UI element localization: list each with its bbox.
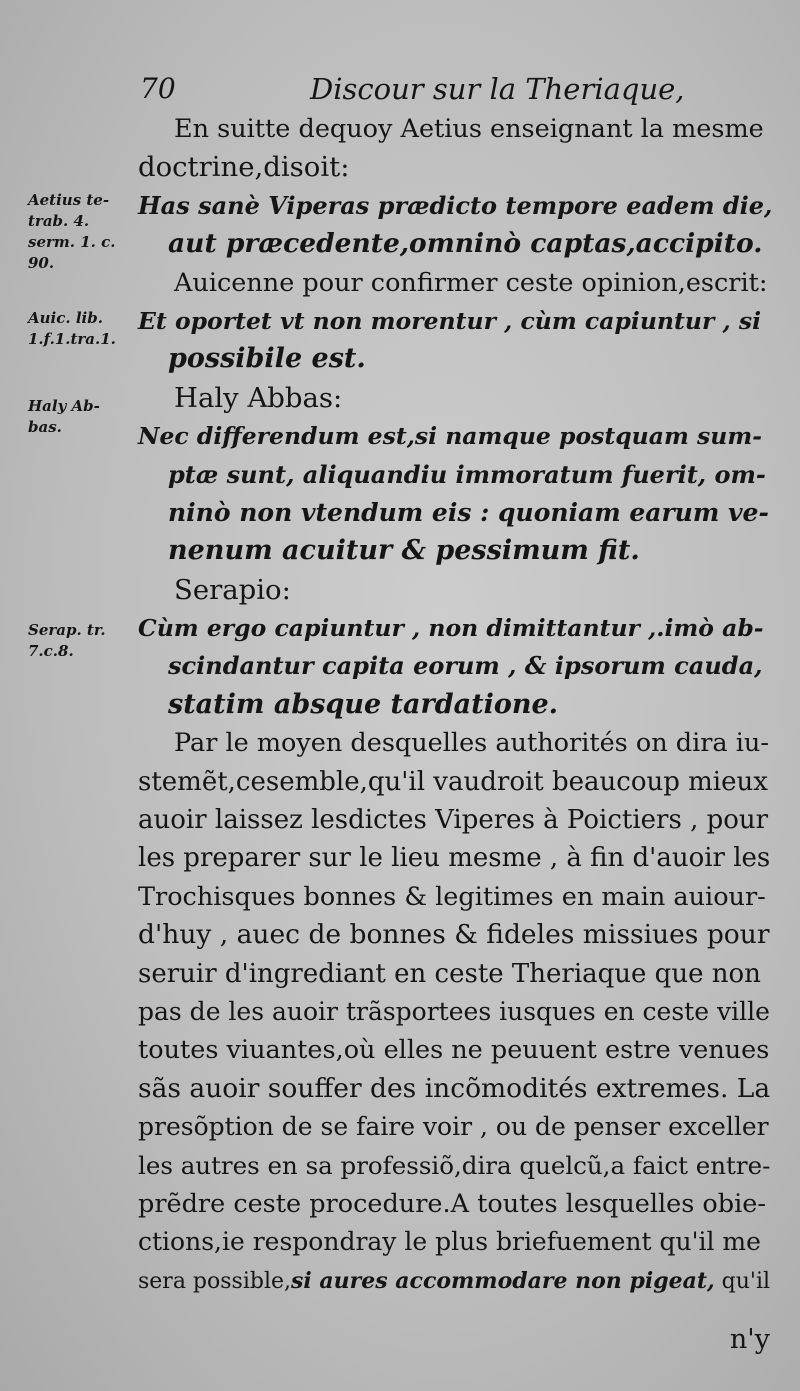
text-line: doctrine,disoit: [138,151,350,184]
text-line: les preparer sur le lieu mesme , à fin d'auoir les [138,843,771,874]
latin-inline-quote: si aures accommodare non pigeat, [291,1267,715,1294]
latin-quote-line: Et oportet vt non morentur , cùm capiuntur , si [138,306,762,335]
margin-note-aetius: Aetius te- trab. 4. serm. 1. c. 90. [28,191,116,272]
text-line: En suitte dequoy Aetius enseignant la mesme [174,114,764,144]
latin-quote-line: ninò non vtendum eis : quoniam earum ve- [168,497,769,527]
text-line: sãs auoir souffer des incõmodités extremes. La [138,1072,771,1104]
body-text [138,110,772,1300]
latin-quote-line: Cùm ergo capiuntur , non dimittantur ,.imò ab- [138,614,764,643]
margin-note-haly-abbas: Haly Ab- bas. [28,397,100,436]
text-line: pas de les auoir trãsportees iusques en ceste ville [138,996,770,1026]
latin-quote-line: nenum acuitur & pessimum fit. [168,535,640,567]
text-line: ctions,ie respondray le plus briefuement qu'il me [138,1227,761,1257]
margin-note-serapio: Serap. tr. 7.c.8. [28,621,106,660]
text-line: stemẽt,cesemble,qu'il vaudroit beaucoup mieux [138,766,768,797]
text-line: d'huy , auec de bonnes & fideles missiues pour [138,919,770,951]
text-line: auoir laissez lesdictes Viperes à Poictiers , pour [138,805,769,836]
latin-quote-line: possibile est. [168,343,366,375]
text-line: presõption de se faire voir , ou de penser exceller [138,1112,769,1142]
text-line-mixed: sera possible,si aures accommodare non pigeat, qu'il [138,1267,771,1294]
text-line: seruir d'ingrediant en ceste Theriaque que non [138,958,761,989]
catchword: n'y [729,1324,770,1355]
text-line: toutes viuantes,où elles ne peuuent estre venues [138,1035,770,1066]
page-header [140,70,780,110]
latin-quote-line: statim absque tardatione. [168,688,559,720]
text-line: Haly Abbas: [174,381,343,414]
latin-quote-line: ptæ sunt, aliquandiu immoratum fuerit, om- [168,459,766,489]
latin-quote-line: Nec differendum est,si namque postquam sum- [138,422,762,451]
latin-quote-line: aut præcedente,omninò captas,accipito. [168,228,763,260]
text-line: Auicenne pour confirmer ceste opinion,escrit: [174,267,768,298]
text-line: les autres en sa professiõ,dira quelcũ,a faict entre- [138,1150,771,1180]
text-line: Par le moyen desquelles authorités on dira iu- [174,728,769,759]
running-head: Discour sur la Theriaque, [310,72,685,106]
margin-note-auicenne: Auic. lib. 1.f.1.tra.1. [28,309,116,348]
text-line: Serapio: [174,573,291,606]
text-line: prẽdre ceste procedure.A toutes lesquelles obie- [138,1188,766,1219]
latin-quote-line: scindantur capita eorum , & ipsorum cauda, [168,651,763,681]
page-number: 70 [140,72,176,105]
latin-quote-line: Has sanè Viperas prædicto tempore eadem die, [138,190,773,220]
text-line: Trochisques bonnes & legitimes en main auiour- [138,881,766,912]
